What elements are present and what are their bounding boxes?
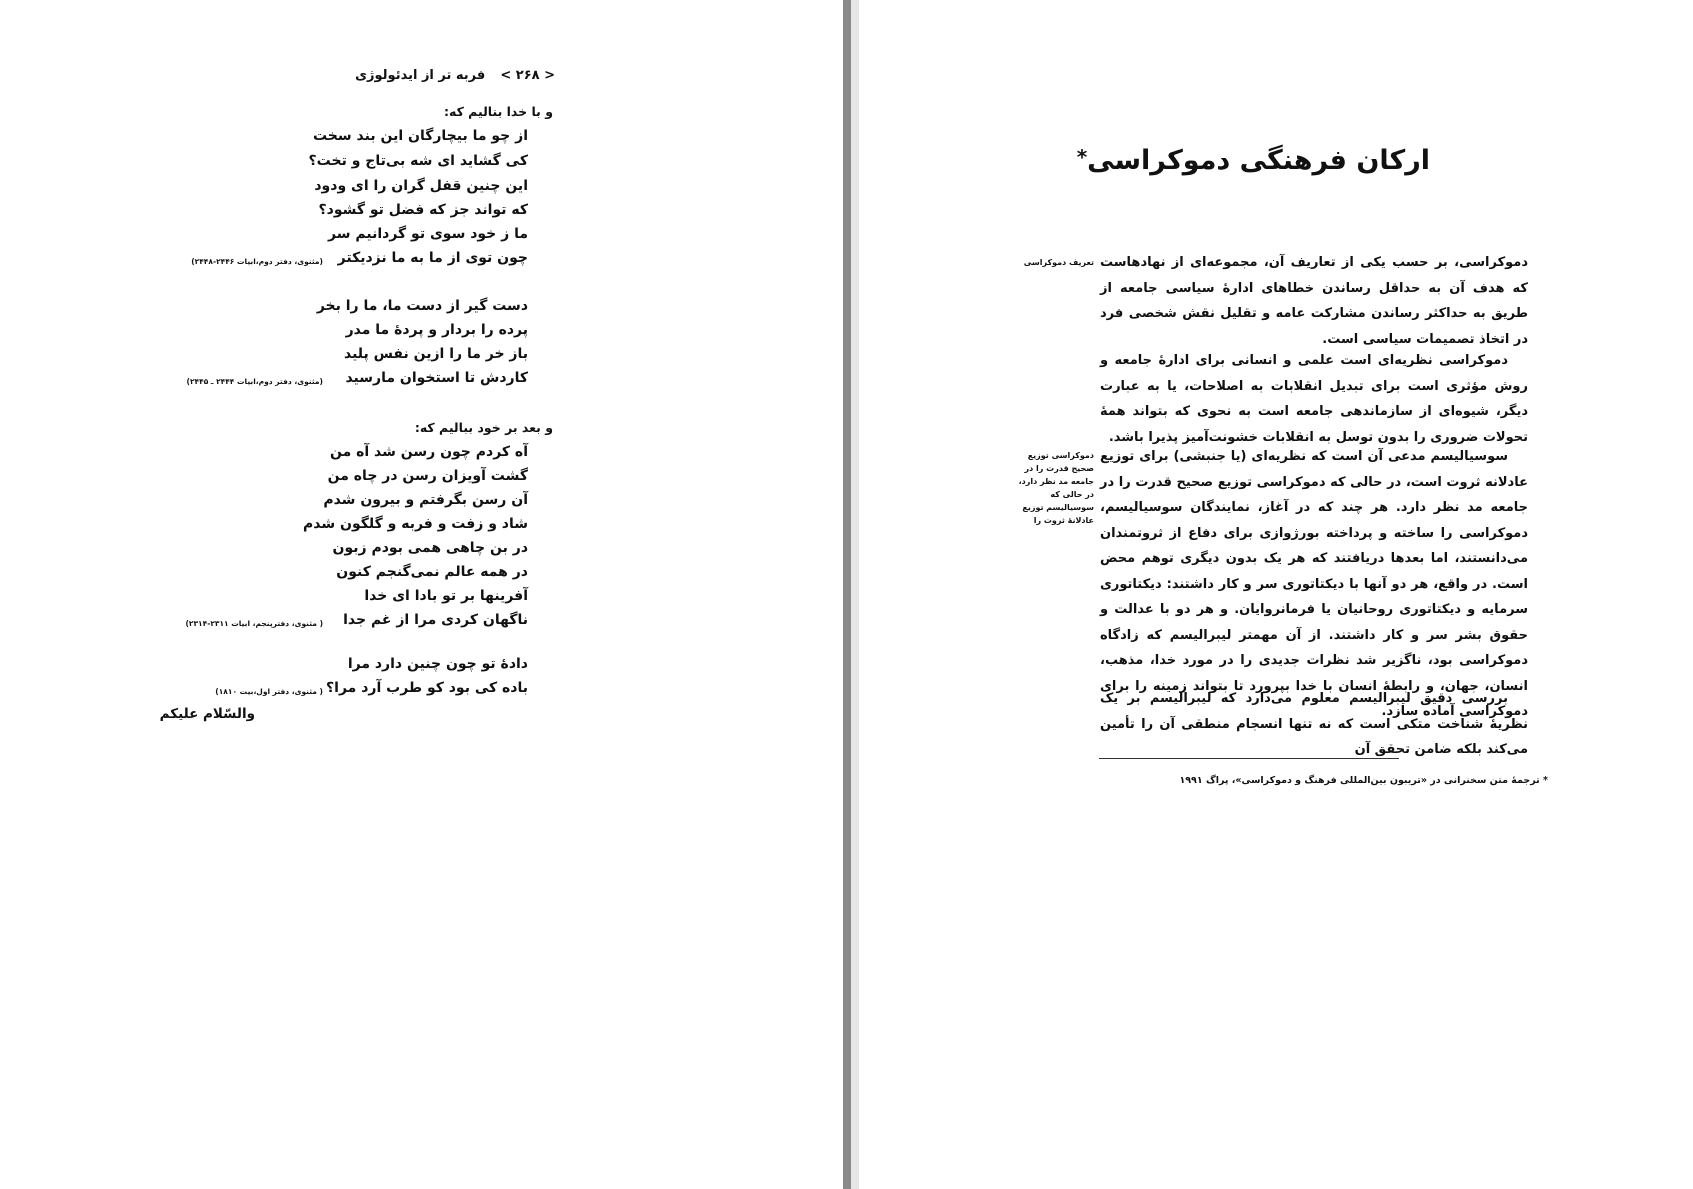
verse-citation: ( مثنوی، دفتر اول،بیت ۱۸۱۰) (215, 687, 323, 696)
title-footnote-mark: * (1076, 145, 1088, 169)
body-paragraph (1100, 444, 1528, 725)
chapter-title (1077, 145, 1430, 176)
verse-line: باده کی بود کو طرب آرد مرا؟ (326, 680, 528, 696)
verse-line: دادهٔ تو چون چنین دارد مرا (347, 656, 528, 672)
verse-citation: (مثنوی، دفتر دوم،ابیات ۲۴۴۶-۲۴۴۸) (191, 257, 323, 266)
verse-line: ناگهان کردی مرا از غم جدا (343, 612, 528, 628)
book-spine (843, 0, 851, 1189)
intro-line-2: و بعد بر خود ببالیم که: (414, 420, 553, 435)
verse-line: کاردش تا استخوان مارسید (345, 370, 528, 386)
body-paragraph (1100, 686, 1528, 763)
margin-note: تعریف دموکراسی (1023, 258, 1094, 267)
verse-citation: ( مثنوی، دفترپنجم، ابیات ۲۳۱۱-۲۳۱۴) (185, 619, 323, 628)
margin-note: دموکراسی توزیع صحیح قدرت را در جامعه مد نظر دارد، در حالی که سوسیالیسم توزیع عادلانهٔ ثروت را (1018, 451, 1094, 525)
footnote: * ترجمهٔ متن سخنرانی در «تریبون بین‌المللی فرهنگ و دموکراسی»، پراگ ۱۹۹۱ (1179, 775, 1548, 786)
body-paragraph (1100, 348, 1528, 450)
paragraph-text: سوسیالیسم مدعی آن است که نظریه‌ای (یا جنبشی) برای توزیع عادلانه ثروت است، در حالی که دموکراسی توزیع صحیح قدرت را در جامعه مد نظر دارد. هر چند که در آغاز، نمایندگان سوسیالیسم، دموکراسی را ساخته و پرداخته بورژوازی برای دفاع از ثروتمندان می‌دانستند، اما بعدها دریافتند که هر یک بدون دیگری توهم محض است. در واقع، هر دو آنها با دیکتاتوری سر و کار داشتند: دیکتاتوری سرمایه و دیکتاتوری روحانیان یا فرمانروایان. و هر دو با عدالت و حقوق بشر سر و کار داشتند. از آن مهمتر لیبرالیسم که زادگاه دموکراسی بود، ناگزیر شد نظرات جدیدی را در مورد خدا، مذهب، انسان، جهان، و رابطهٔ انسان با خدا بپرورد تا بتواند زمینه را برای دموکراسی آماده سازد. (1100, 449, 1528, 719)
chapter-title-text: ارکان فرهنگی دموکراسی (1087, 145, 1430, 176)
closing-salutation: والسّلام علیکم (159, 706, 255, 722)
left-page (0, 0, 843, 1189)
verse-line: در بن چاهی همی بودم زبون (332, 540, 528, 556)
verse-line: از چو ما بیچارگان این بند سخت (312, 128, 528, 144)
paragraph-text: بررسی دقیق لیبرالیسم معلوم می‌دارد که لیبرالیسم بر یک نظریهٔ شناخت متکی است که نه تنها انسجام منطقی آن را تأمین می‌کند بلکه ضامن تحقق آن (1100, 691, 1528, 757)
verse-line: شاد و زفت و فربه و گلگون شدم (303, 516, 528, 532)
verse-line: آن رسن بگرفتم و بیرون شدم (323, 492, 528, 508)
verse-line: پرده را بردار و پردهٔ ما مدر (345, 322, 528, 338)
verse-line: در همه عالم نمی‌گنجم کنون (336, 564, 528, 580)
right-page (859, 0, 1693, 1189)
running-title: فربه تر از ایدئولوژی (355, 68, 486, 83)
verse-line: که تواند جز که فضل تو گشود؟ (318, 202, 528, 218)
verse-line: دست گیر از دست ما، ما را بخر (316, 298, 528, 314)
page-number: < ۲۶۸ > (500, 68, 555, 83)
paragraph-text: دموکراسی، بر حسب یکی از تعاریف آن، مجموعه‌ای از نهادهاست که هدف آن به حداقل رساندن خطاهای ادارهٔ سیاسی جامعه از طریق به حداکثر رساندن مشارکت عامه و تقلیل نقش شخصی فرد در اتخاذ تصمیمات سیاسی است. (1100, 255, 1528, 347)
page-gutter (851, 0, 859, 1189)
footnote-rule (1099, 758, 1399, 759)
paragraph-text: دموکراسی نظریه‌ای است علمی و انسانی برای ادارهٔ جامعه و روش مؤثری است برای تبدیل انقلابات به اصلاحات، یا به عبارت دیگر، شیوه‌ای از سازماندهی جامعه است به نحوی که بتواند همهٔ تحولات ضروری را بدون توسل به انقلابات خشونت‌آمیز پذیرا باشد. (1100, 353, 1528, 445)
verse-line: چون توی از ما به ما نزدیکتر (337, 250, 528, 266)
left-page-header (355, 68, 555, 83)
verse-line: کی گشاید ای شه بی‌تاج و تخت؟ (308, 153, 528, 169)
verse-citation: (مثنوی، دفتر دوم،ابیات ۲۴۴۴ ـ ۲۴۴۵) (186, 377, 323, 386)
verse-line: گشت آویزان رسن در چاه من (327, 468, 528, 484)
body-paragraph (1100, 250, 1528, 352)
verse-line: این چنین قفل گران را ای ودود (314, 178, 528, 194)
intro-line-1: و با خدا بنالیم که: (443, 104, 553, 119)
verse-line: آفرینها بر تو بادا ای خدا (364, 588, 528, 604)
verse-line: آه کردم چون رسن شد آه من (329, 444, 528, 460)
verse-line: باز خر ما را ازین نفس پلید (343, 346, 528, 362)
verse-line: ما ز خود سوی تو گردانیم سر (328, 226, 528, 242)
